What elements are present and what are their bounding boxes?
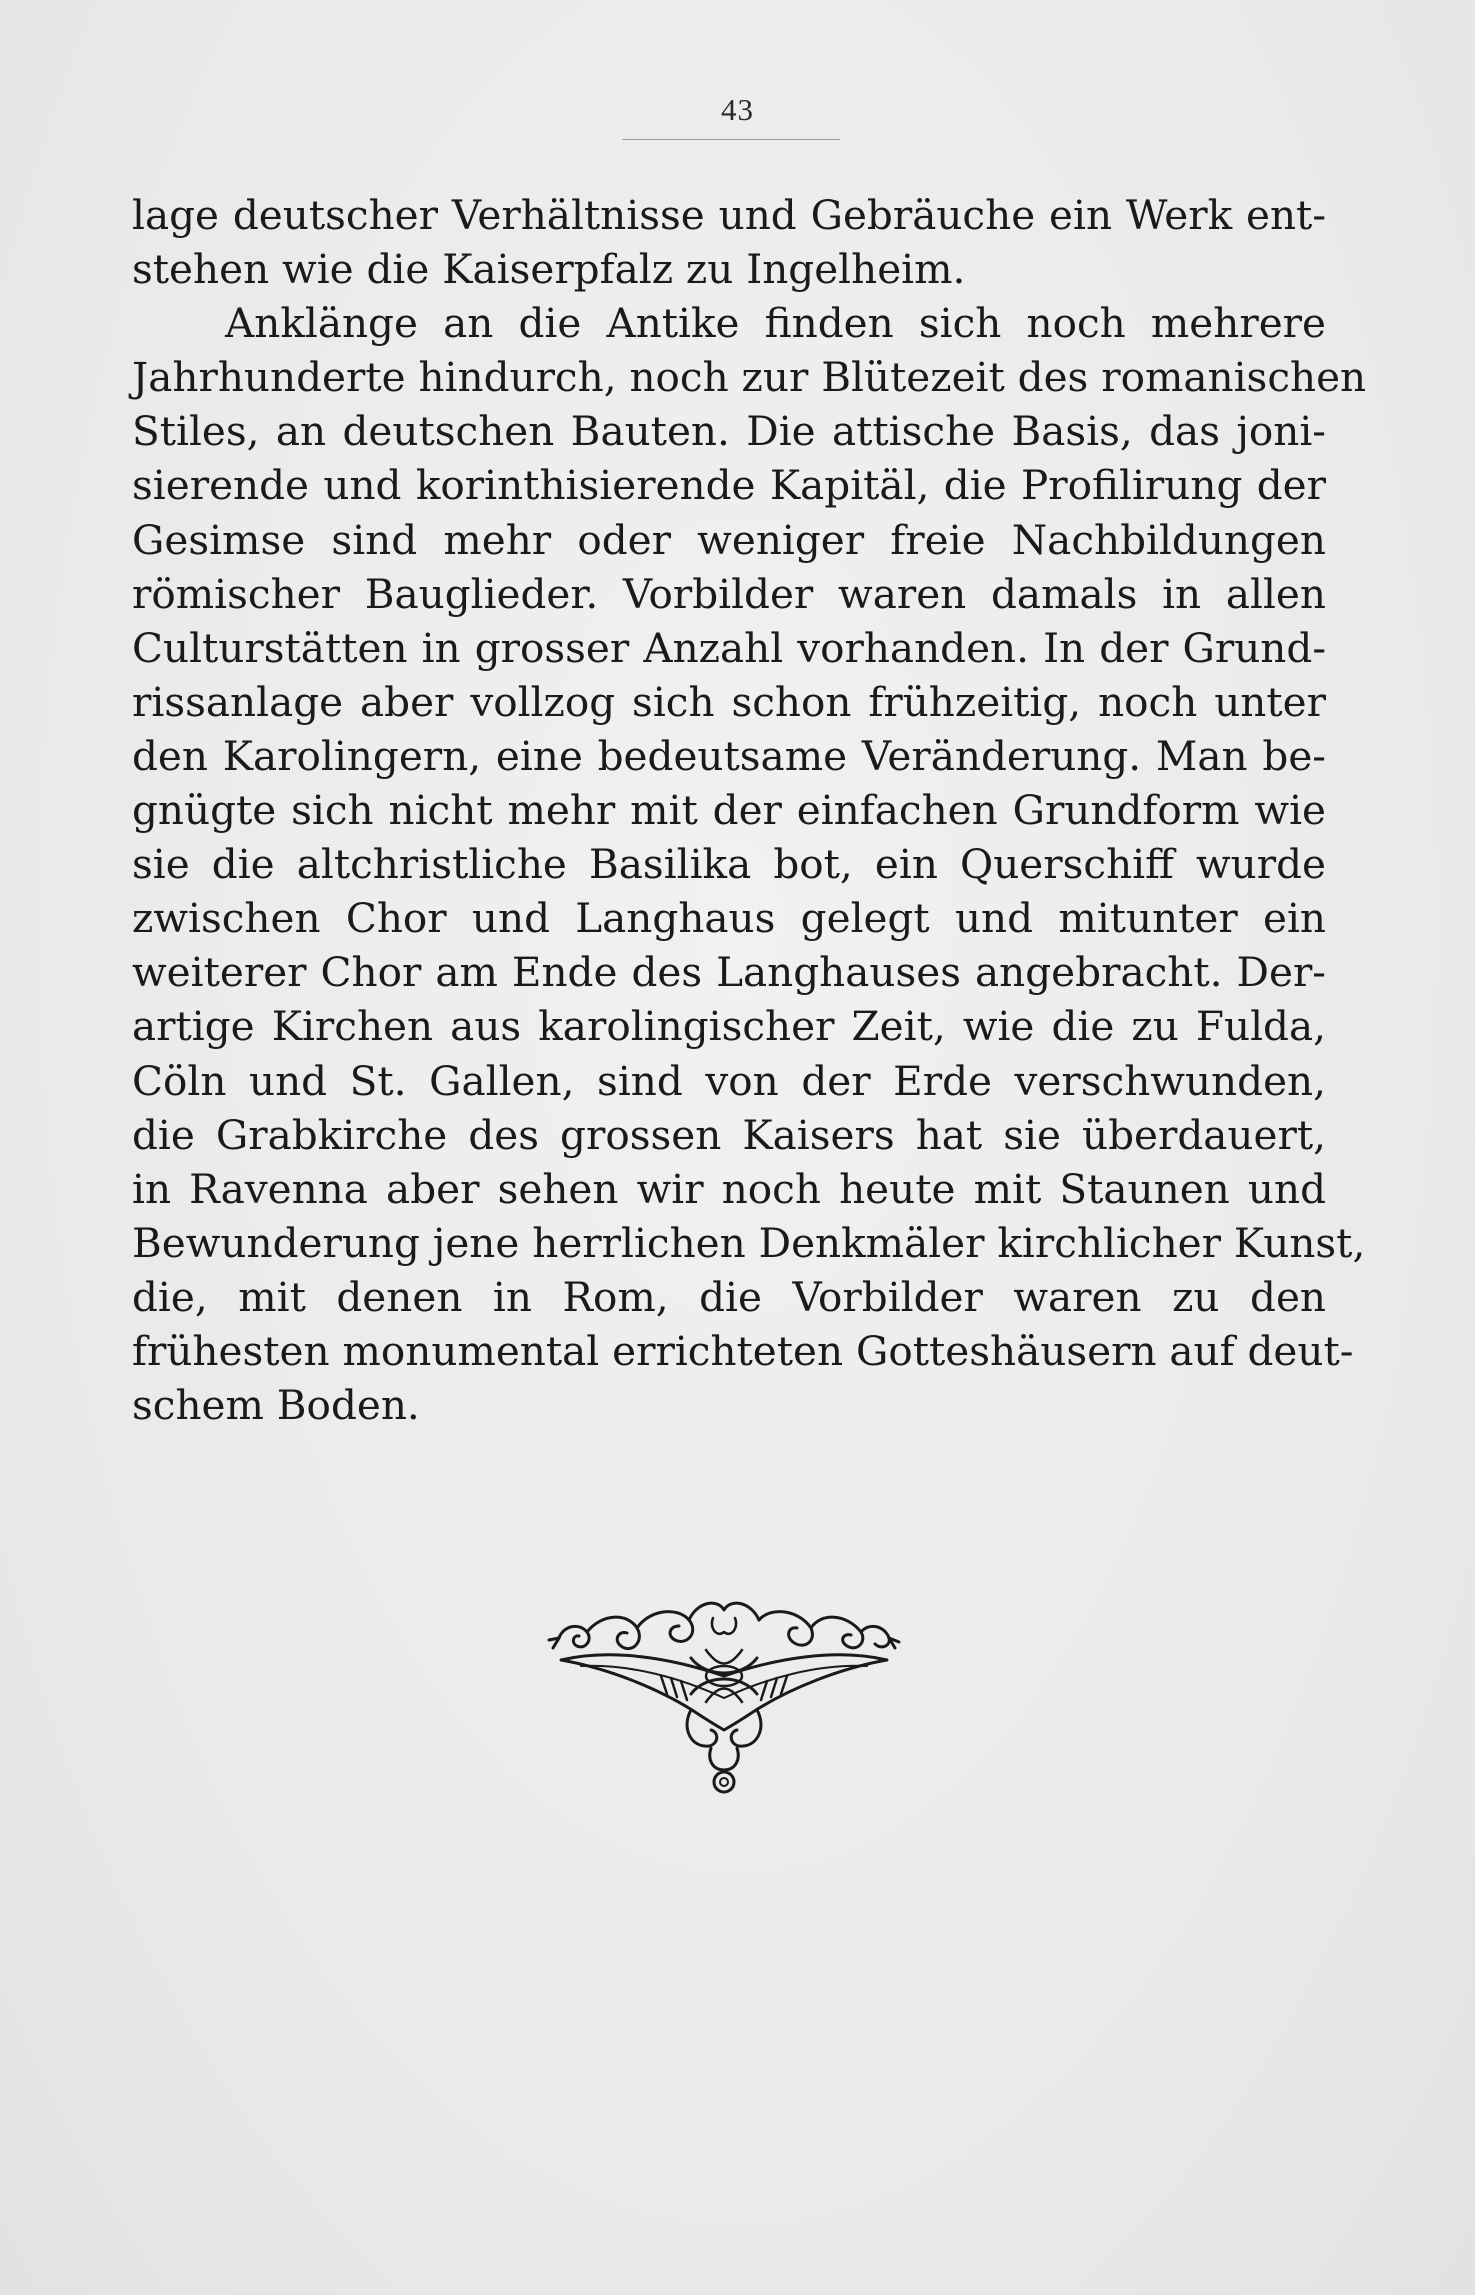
text-line: den Karolingern, eine bedeutsame Veränderung. Man be- [132,731,1326,780]
text-line: artige Kirchen aus karolingischer Zeit, wie die zu Fulda, [132,1002,1326,1051]
text-line: schem Boden. [132,1381,420,1430]
text-line: die Grabkirche des grossen Kaisers hat sie überdauert, [132,1110,1326,1159]
text-line: römischer Bauglieder. Vorbilder waren damals in allen [132,569,1326,618]
text-line: zwischen Chor und Langhaus gelegt und mitunter ein [132,894,1326,943]
text-line: Stiles, an deutschen Bauten. Die attische Basis, das joni- [132,407,1326,456]
text-line: frühesten monumental errichteten Gotteshäusern auf deut- [132,1326,1354,1375]
text-line: stehen wie die Kaiserpfalz zu Ingelheim. [132,245,966,294]
tailpiece-ornament-icon [541,1598,907,1798]
text-line: in Ravenna aber sehen wir noch heute mit Staunen und [132,1164,1326,1213]
text-line: Anklänge an die Antike finden sich noch mehrere [225,299,1326,348]
text-line: Gesimse sind mehr oder weniger freie Nachbildungen [132,515,1326,564]
text-line: rissanlage aber vollzog sich schon frühzeitig, noch unter [132,677,1326,726]
text-line: gnügte sich nicht mehr mit der einfachen Grundform wie [132,786,1326,835]
text-line: sierende und korinthisierende Kapitäl, die Profilirung der [132,461,1326,510]
body-text [132,188,1367,1432]
text-line: Cöln und St. Gallen, sind von der Erde verschwunden, [132,1056,1326,1105]
header-rule [622,139,840,140]
page-number: 43 [721,92,754,127]
text-line: lage deutscher Verhältnisse und Gebräuche ein Werk ent- [132,191,1326,239]
text-line: sie die altchristliche Basilika bot, ein Querschiff wurde [132,840,1326,889]
text-line: Jahrhunderte hindurch, noch zur Blütezeit des romanischen [132,353,1367,402]
text-line: Bewunderung jene herrlichen Denkmäler kirchlicher Kunst, [132,1218,1366,1267]
text-line: weiterer Chor am Ende des Langhauses angebracht. Der- [132,948,1326,997]
text-line: Culturstätten in grosser Anzahl vorhanden. In der Grund- [132,623,1326,672]
text-line: die, mit denen in Rom, die Vorbilder waren zu den [132,1272,1326,1321]
